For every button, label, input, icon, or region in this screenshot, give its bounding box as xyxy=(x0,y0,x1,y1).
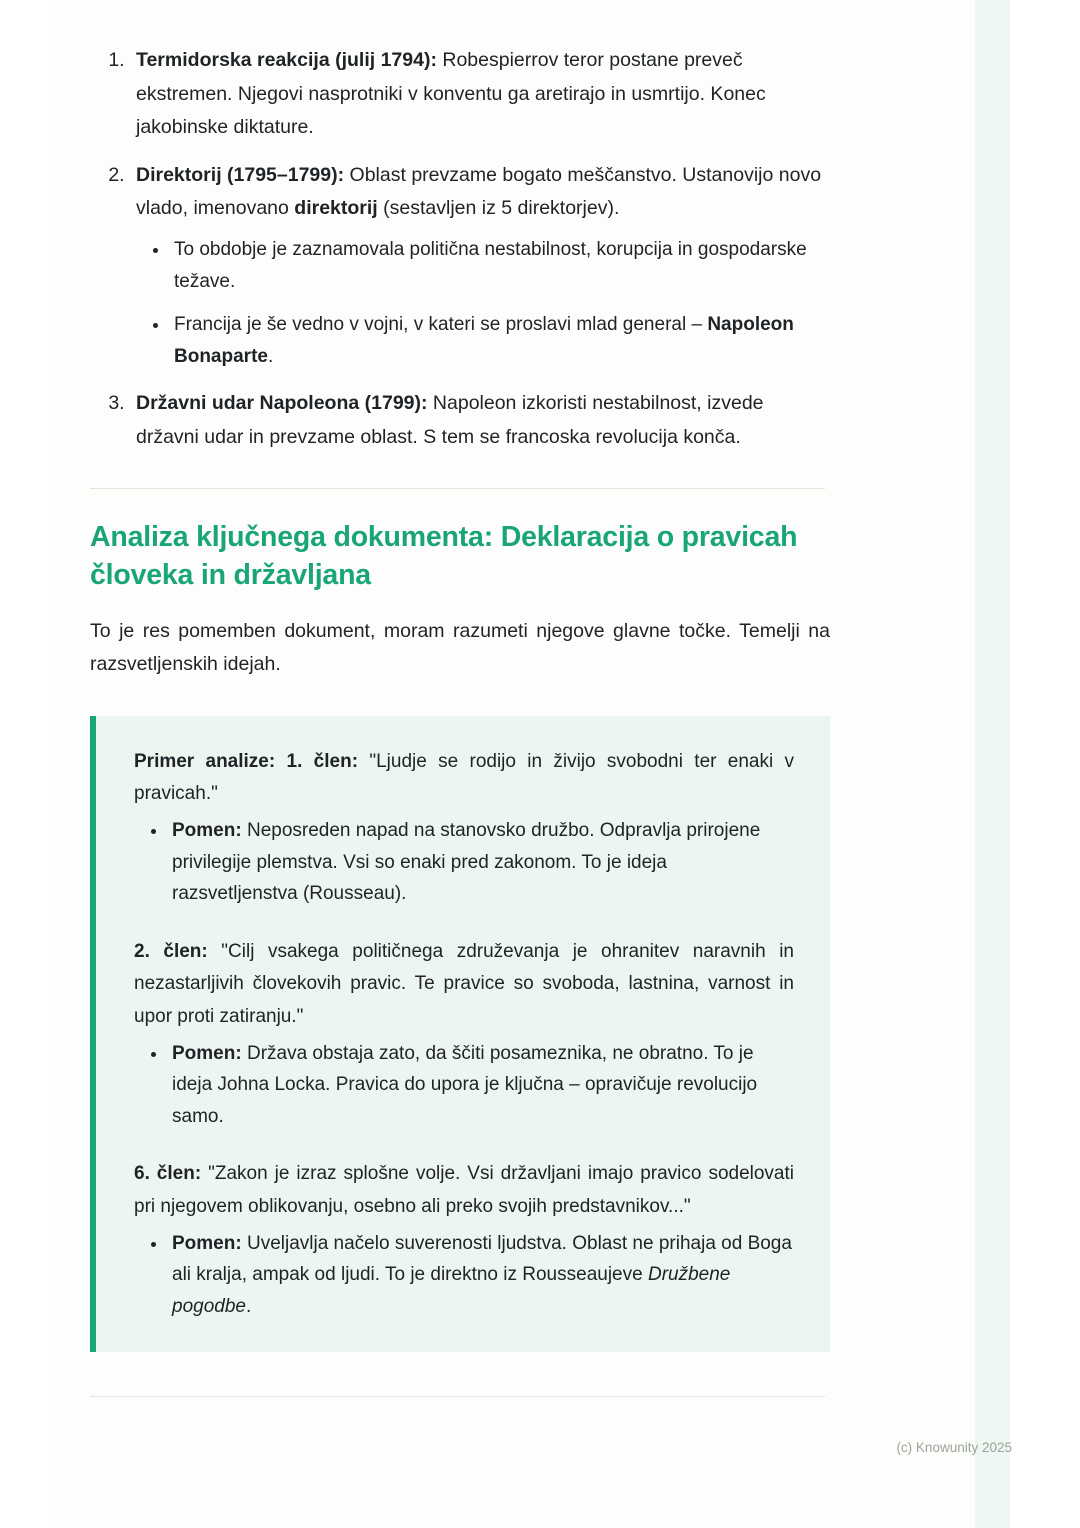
callout-block-heading xyxy=(134,1158,794,1223)
list-item-text-after: (sestavljen iz 5 direktorjev). xyxy=(377,197,620,220)
bullet-text: Neposreden napad na stanovsko družbo. Odpravlja prirojene privilegije plemstva. Vsi so enaki pred zakonom. To je ideja razsvetljenstva (Rousseau). xyxy=(172,819,761,905)
sub-item-text: To obdobje je zaznamovala politična nestabilnost, korupcija in gospodarske težave. xyxy=(174,238,807,292)
list-item-lead: Državni udar Napoleona (1799): xyxy=(136,392,428,415)
callout-quote: "Ljudje se rodijo in živijo svobodni ter enaki v pravicah." xyxy=(134,750,795,805)
list-item-text-before: Oblast prevzame bogato meščanstvo. Ustanovijo novo vlado, imenovano xyxy=(136,163,822,220)
callout-block-heading xyxy=(134,936,794,1034)
page-right-margin-inner xyxy=(1010,0,1080,1528)
list-item xyxy=(130,159,830,374)
bullet-lead: Pomen: xyxy=(172,819,242,841)
bullet-text: Država obstaja zato, da ščiti posameznika, ne obratno. To je ideja Johna Locka. Pravica do upora je ključna – opravičuje revolucijo samo. xyxy=(172,1042,758,1127)
list-item xyxy=(168,1038,794,1133)
bullet-lead: Pomen: xyxy=(172,1042,242,1064)
bullet-lead: Pomen: xyxy=(172,1232,242,1254)
list-item xyxy=(130,44,830,145)
copyright-notice: (c) Knowunity 2025 xyxy=(896,1440,1012,1455)
callout-lead: Primer analize: 1. člen: xyxy=(134,750,359,772)
sub-item-inline-bold: Napoleon Bonaparte xyxy=(174,314,794,368)
bullet-inline-italic: Družbene pogodbe xyxy=(172,1264,731,1317)
page-left-margin xyxy=(0,0,48,1528)
list-item-inline-bold: direktorij xyxy=(294,197,378,220)
callout-lead: 6. člen: xyxy=(134,1163,202,1185)
callout-bullet-list xyxy=(134,1228,794,1323)
list-item xyxy=(130,387,830,454)
page-right-margin xyxy=(975,0,1080,1528)
list-item-text: Robespierrov teror postane preveč ekstremen. Njegovi nasprotniki v konventu ga aretirajo in usmrtijo. Konec jakobinske diktature. xyxy=(136,49,766,139)
sub-item-text-after: . xyxy=(267,346,274,368)
document-content xyxy=(90,44,830,1397)
page-title: Analiza ključnega dokumenta: Deklaracija o pravicah človeka in državljana xyxy=(90,521,798,591)
callout-bullet-list xyxy=(134,815,794,910)
callout-quote: "Cilj vsakega političnega združevanja je ohranitev naravnih in nezastarljivih človekovih pravic. Te pravice so svoboda, lastnina, varnost in upor proti zatiranju." xyxy=(134,940,794,1027)
numbered-event-list xyxy=(90,44,830,454)
callout-lead: 2. člen: xyxy=(134,940,208,962)
footer-divider xyxy=(90,1396,825,1397)
callout-bullet-list xyxy=(134,1038,794,1133)
list-item-lead: Direktorij (1795–1799): xyxy=(136,163,345,186)
intro-paragraph: To je res pomemben dokument, moram razumeti njegove glavne točke. Temelji na razsvetljenskih idejah. xyxy=(90,619,830,676)
sub-bullet-list xyxy=(136,234,830,374)
section-divider xyxy=(90,488,825,489)
analysis-callout xyxy=(90,716,830,1352)
list-item xyxy=(170,234,830,298)
list-item xyxy=(170,309,830,373)
list-item-lead: Termidorska reakcija (julij 1794): xyxy=(136,49,437,71)
callout-block-heading xyxy=(134,746,794,811)
bullet-text-after: . xyxy=(245,1295,252,1317)
bullet-text-before: Uveljavlja načelo suverenosti ljudstva. Oblast ne prihaja od Boga ali kralja, ampak od ljudi. To je direktno iz Rousseaujeve xyxy=(172,1232,792,1286)
list-item xyxy=(168,1228,794,1323)
list-item-text: Napoleon izkoristi nestabilnost, izvede državni udar in prevzame oblast. S tem se francoska revolucija konča. xyxy=(136,392,764,448)
callout-quote: "Zakon je izraz splošne volje. Vsi državljani imajo pravico sodelovati pri njegovem oblikovanju, osebno ali preko svojih predstavnikov..." xyxy=(134,1163,794,1217)
sub-item-text-before: Francija je še vedno v vojni, v kateri se proslavi mlad general – xyxy=(174,314,708,336)
list-item xyxy=(168,815,794,910)
